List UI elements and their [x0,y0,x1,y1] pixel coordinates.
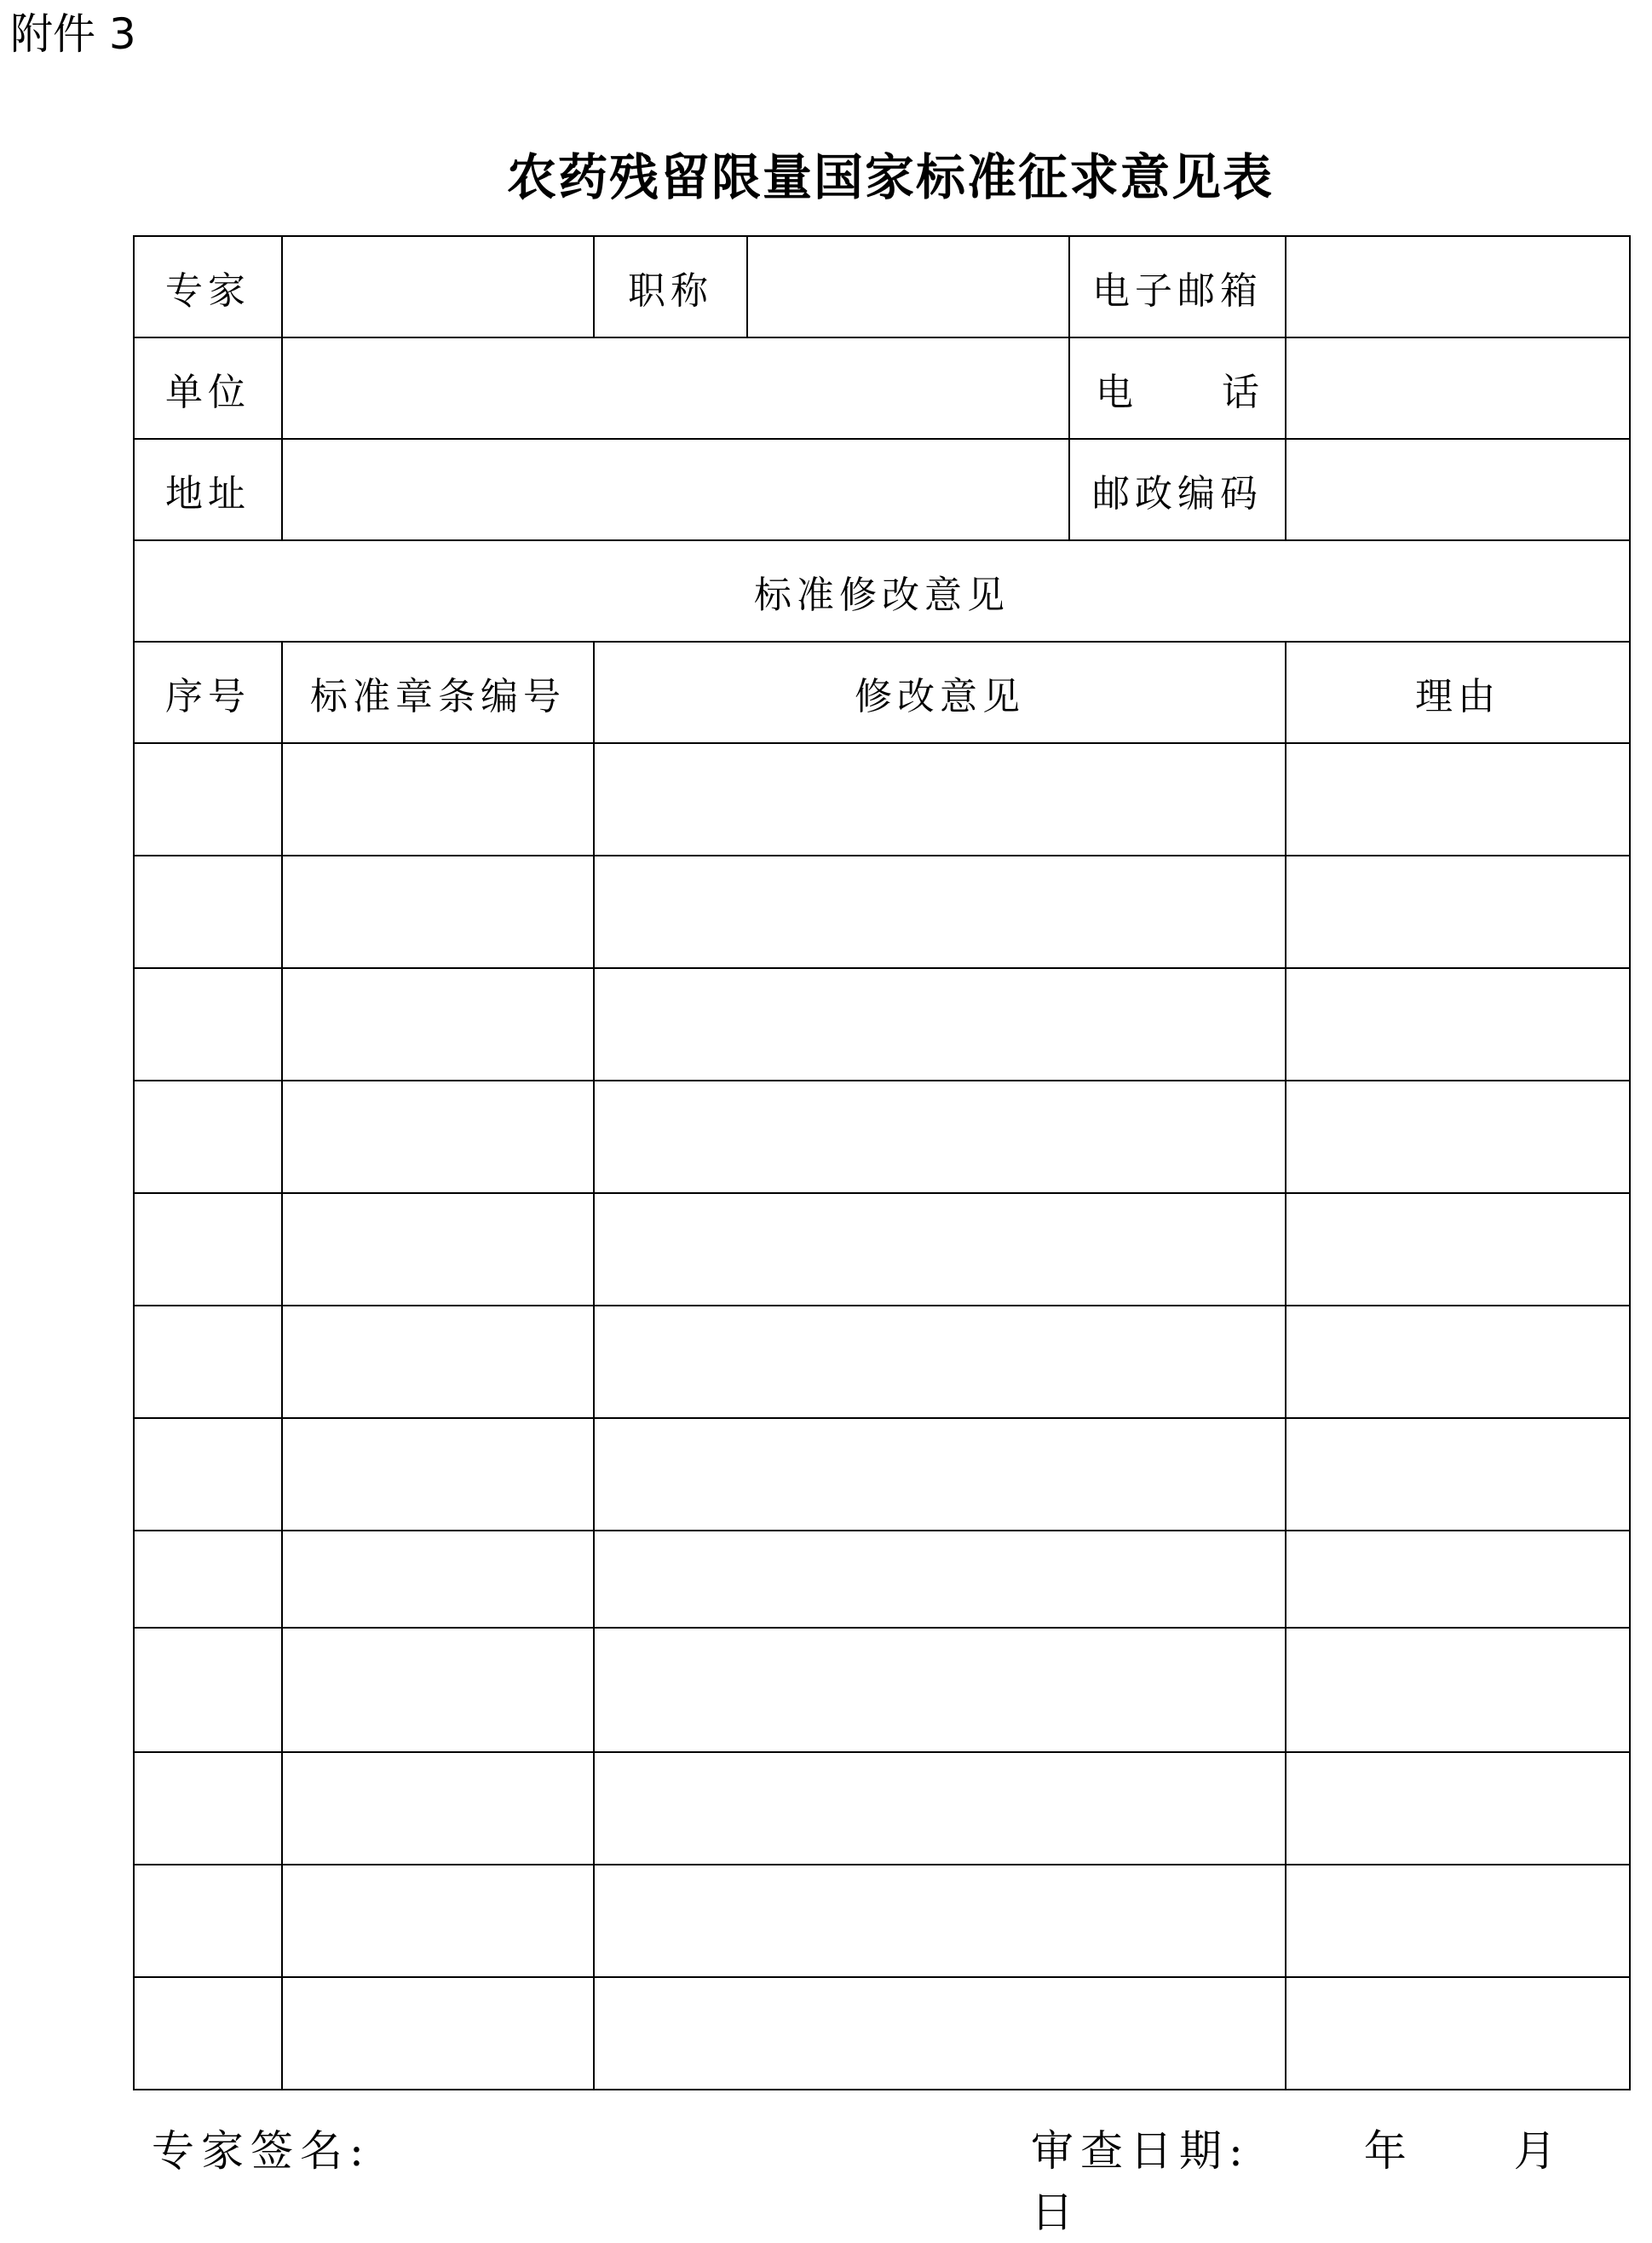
expert-signature-label: 专家签名: [152,2126,371,2176]
seq-cell[interactable] [134,1977,282,2090]
table-row [134,1531,1630,1628]
reason-cell[interactable] [1286,743,1630,856]
clause-cell[interactable] [282,1752,594,1865]
review-date-label: 审查日期: [1031,2126,1250,2176]
opinion-cell[interactable] [594,743,1286,856]
reason-cell[interactable] [1286,1193,1630,1306]
phone-label [1069,337,1286,439]
opinion-cell[interactable] [594,1531,1286,1628]
expert-row [134,236,1630,337]
reason-cell[interactable] [1286,1977,1630,2090]
reason-cell[interactable] [1286,1306,1630,1418]
opinion-cell[interactable] [594,856,1286,968]
section-row [134,540,1630,642]
clause-cell[interactable] [282,1418,594,1531]
address-label: 地址 [134,439,282,540]
opinion-cell[interactable] [594,968,1286,1081]
date-year-label: 年 [1363,2126,1413,2176]
table-row [134,856,1630,968]
phone-input[interactable] [1286,337,1630,439]
seq-cell[interactable] [134,1418,282,1531]
phone-label-char-2: 话 [1222,370,1259,414]
reason-cell[interactable] [1286,968,1630,1081]
review-date [1031,2120,1652,2237]
opinion-cell[interactable] [594,1081,1286,1193]
clause-cell[interactable] [282,1193,594,1306]
unit-label: 单位 [134,337,282,439]
col-opinion-header: 修改意见 [594,642,1286,743]
seq-cell[interactable] [134,1306,282,1418]
seq-cell[interactable] [134,1628,282,1752]
seq-cell[interactable] [134,1081,282,1193]
clause-cell[interactable] [282,856,594,968]
reason-cell[interactable] [1286,1418,1630,1531]
unit-input[interactable] [282,337,1069,439]
reason-cell[interactable] [1286,1531,1630,1628]
seq-cell[interactable] [134,1531,282,1628]
clause-cell[interactable] [282,743,594,856]
reason-cell[interactable] [1286,1865,1630,1977]
seq-cell[interactable] [134,1193,282,1306]
seq-cell[interactable] [134,1752,282,1865]
reason-cell[interactable] [1286,1081,1630,1193]
col-clause-header: 标准章条编号 [282,642,594,743]
section-title: 标准修改意见 [134,540,1630,642]
table-row [134,1306,1630,1418]
opinion-form-table [133,235,1631,2090]
seq-cell[interactable] [134,743,282,856]
title-input[interactable] [747,236,1069,337]
table-row [134,1193,1630,1306]
clause-cell[interactable] [282,1306,594,1418]
opinion-cell[interactable] [594,1306,1286,1418]
opinion-cell[interactable] [594,1865,1286,1977]
clause-cell[interactable] [282,1531,594,1628]
reason-cell[interactable] [1286,1628,1630,1752]
col-seq-header: 序号 [134,642,282,743]
opinion-cell[interactable] [594,1977,1286,2090]
column-header-row [134,642,1630,743]
col-reason-header: 理由 [1286,642,1630,743]
clause-cell[interactable] [282,1628,594,1752]
table-row [134,1081,1630,1193]
email-label: 电子邮箱 [1069,236,1286,337]
opinion-cell[interactable] [594,1628,1286,1752]
title-label: 职称 [594,236,747,337]
expert-input[interactable] [282,236,594,337]
table-row [134,968,1630,1081]
postcode-input[interactable] [1286,439,1630,540]
email-input[interactable] [1286,236,1630,337]
table-row [134,1628,1630,1752]
address-input[interactable] [282,439,1069,540]
form-title: 农药残留限量国家标准征求意见表 [506,148,1274,206]
reason-cell[interactable] [1286,1752,1630,1865]
table-row [134,1418,1630,1531]
clause-cell[interactable] [282,968,594,1081]
seq-cell[interactable] [134,856,282,968]
opinion-cell[interactable] [594,1418,1286,1531]
opinion-cell[interactable] [594,1193,1286,1306]
table-row [134,1977,1630,2090]
clause-cell[interactable] [282,1081,594,1193]
postcode-label: 邮政编码 [1069,439,1286,540]
clause-cell[interactable] [282,1865,594,1977]
date-day-label: 日 [1031,2188,1080,2237]
table-row [134,743,1630,856]
clause-cell[interactable] [282,1977,594,2090]
phone-label-char-1: 电 [1096,370,1133,414]
date-month-label: 月 [1513,2126,1563,2176]
opinion-cell[interactable] [594,1752,1286,1865]
attachment-label: 附件 3 [10,9,136,59]
seq-cell[interactable] [134,968,282,1081]
reason-cell[interactable] [1286,856,1630,968]
table-row [134,1865,1630,1977]
seq-cell[interactable] [134,1865,282,1977]
address-row [134,439,1630,540]
expert-label: 专家 [134,236,282,337]
unit-row [134,337,1630,439]
table-row [134,1752,1630,1865]
